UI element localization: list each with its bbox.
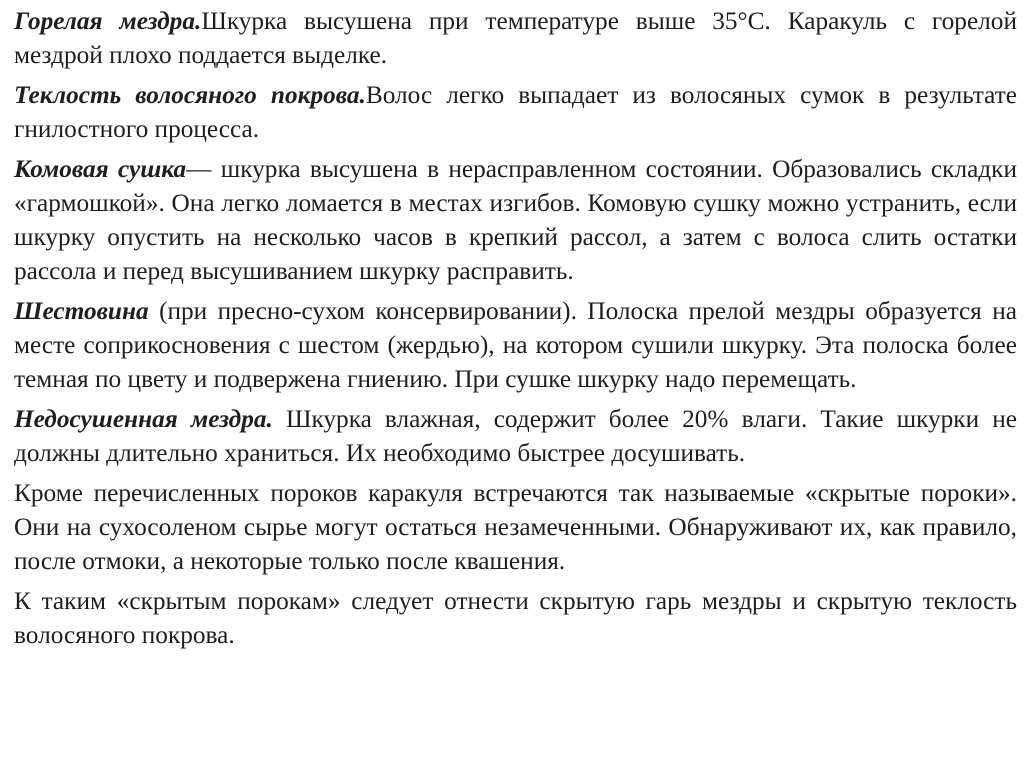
paragraph-hidden-defects (14, 476, 1017, 578)
term-burnt-flesh: Горелая мездра. (14, 7, 202, 35)
term-underdried-flesh: Недосушенная мездра. (14, 405, 273, 433)
paragraph-lump-drying (14, 152, 1017, 288)
paragraph-hidden-defects-list (14, 584, 1017, 652)
paragraph-burnt-flesh (14, 4, 1017, 72)
paragraph-hair-slip (14, 78, 1017, 146)
definition-hair-slip: Волос легко выпадает из волосяных сумок в результате гнилостного процесса. (14, 81, 1017, 143)
body-text-hidden-defects: Кроме перечисленных пороков каракуля встречаются так называемые «скрытые пороки». Они на сухосоленом сырье могут остаться незамеченными. Обнаруживают их, как правило, после отмоки, а некоторые только после квашения. (14, 479, 1017, 575)
term-pole-mark: Шестовина (14, 297, 149, 325)
definition-lump-drying: — шкурка высушена в нерасправленном состоянии. Образовались складки «гармошкой». Она легко ломается в местах изгибов. Комовую сушку можно устранить, если шкурку опустить на несколько часов в крепкий рассол, а затем с волоса слить остатки рассола и перед высушиванием шкурку расправить. (14, 155, 1017, 285)
definition-pole-mark: (при пресно-сухом консервировании). Полоска прелой мездры образуется на месте соприкосновения с шестом (жердью), на котором сушили шкурку. Эта полоска более темная по цвету и подвержена гниению. При сушке шкурку надо перемещать. (14, 297, 1017, 393)
term-lump-drying: Комовая сушка (14, 155, 187, 183)
paragraph-pole-mark (14, 294, 1017, 396)
paragraph-underdried-flesh (14, 402, 1017, 470)
document-page (14, 4, 1017, 658)
definition-burnt-flesh: Шкурка высушена при температуре выше 35°С. Каракуль с горелой мездрой плохо поддается выделке. (14, 7, 1017, 69)
definition-underdried-flesh: Шкурка влажная, содержит более 20% влаги. Такие шкурки не должны длительно храниться. Их необходимо быстрее досушивать. (14, 405, 1017, 467)
term-hair-slip: Теклость волосяного покрова. (14, 81, 366, 109)
body-text-hidden-defects-list: К таким «скрытым порокам» следует отнести скрытую гарь мездры и скрытую теклость волосяного покрова. (14, 587, 1017, 649)
